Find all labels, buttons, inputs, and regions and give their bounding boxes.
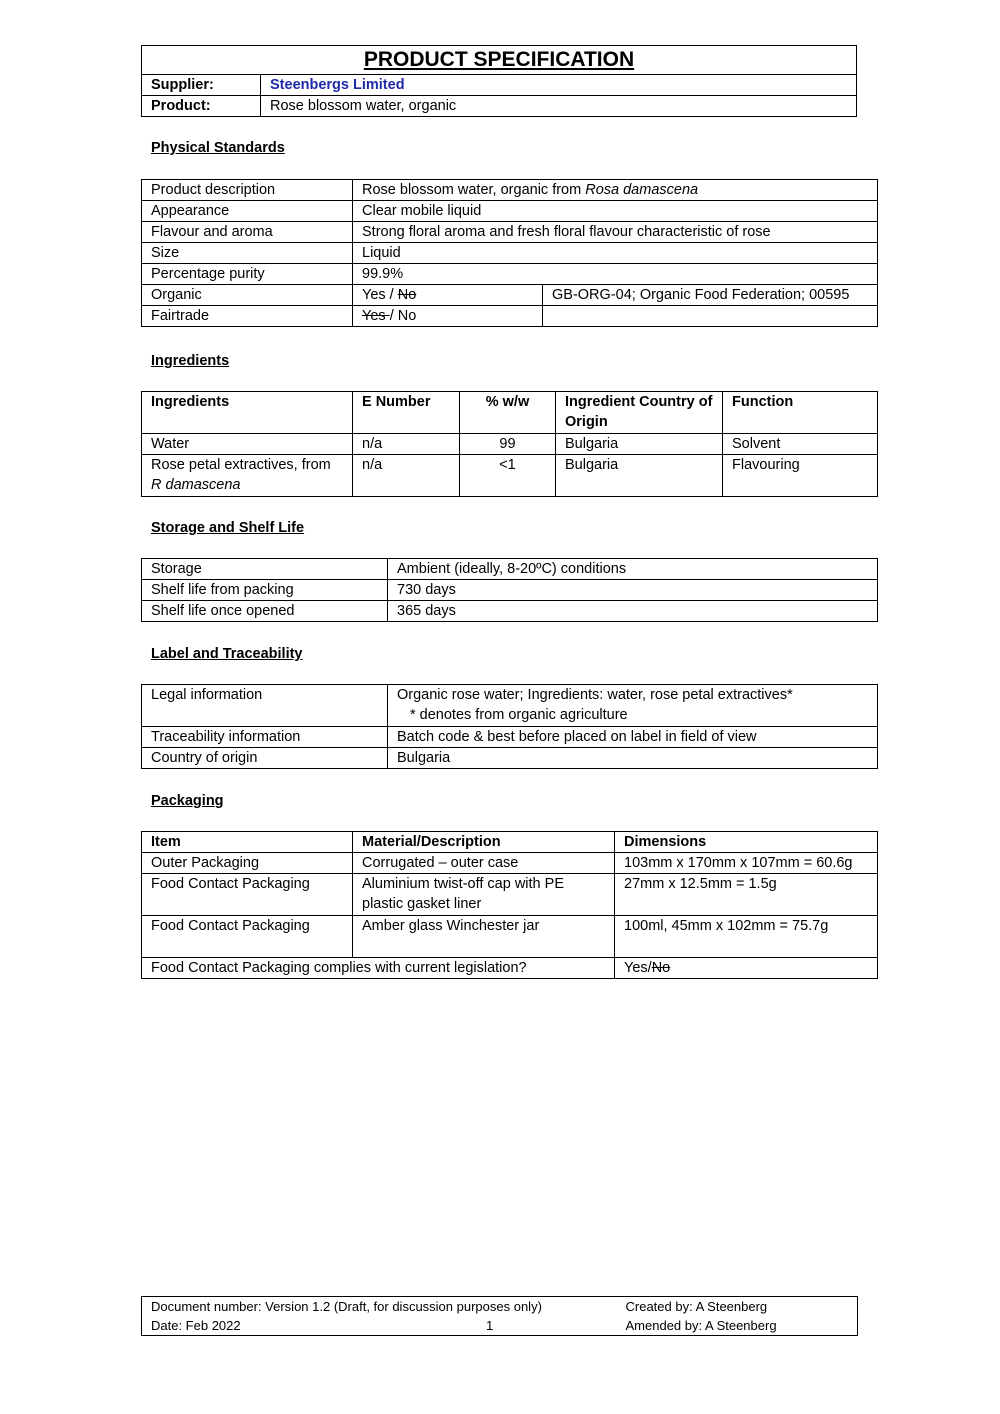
- organic-certification: GB-ORG-04; Organic Food Federation; 00595: [543, 285, 878, 306]
- packaging-dimensions: 27mm x 12.5mm = 1.5g: [615, 874, 878, 916]
- column-header: E Number: [353, 392, 460, 434]
- packaging-material: Amber glass Winchester jar: [353, 916, 615, 958]
- amended-by: Amended by: A Steenberg: [625, 1318, 777, 1333]
- page-title: PRODUCT SPECIFICATION: [142, 46, 857, 75]
- row-value: 365 days: [388, 601, 878, 622]
- row-label: Shelf life from packing: [142, 580, 388, 601]
- column-header: Material/Description: [353, 832, 615, 853]
- document-footer: [141, 1296, 858, 1336]
- ingredients-heading: Ingredients: [151, 353, 230, 369]
- product-label: Product:: [142, 96, 261, 117]
- packaging-material: Corrugated – outer case: [353, 853, 615, 874]
- packaging-item: Food Contact Packaging: [142, 916, 353, 958]
- fairtrade-extra: [543, 306, 878, 327]
- supplier-value: Steenbergs Limited: [261, 75, 857, 96]
- table-row: [142, 455, 878, 497]
- row-value: Batch code & best before placed on label in field of view: [388, 727, 878, 748]
- document-date: Date: Feb 2022 1: [151, 1318, 494, 1333]
- column-header: Function: [723, 392, 878, 434]
- column-header: Ingredients: [142, 392, 353, 434]
- row-value: Rose blossom water, organic from Rosa damascena: [353, 180, 878, 201]
- row-label: Storage: [142, 559, 388, 580]
- packaging-item: Food Contact Packaging: [142, 874, 353, 916]
- ingredients-table: [141, 391, 878, 497]
- column-header: Item: [142, 832, 353, 853]
- page-number: 1: [486, 1318, 494, 1333]
- fairtrade-label: Fairtrade: [142, 306, 353, 327]
- row-value: Bulgaria: [388, 748, 878, 769]
- ingredient-name: Water: [142, 434, 353, 455]
- row-label: Country of origin: [142, 748, 388, 769]
- row-label: Percentage purity: [142, 264, 353, 285]
- row-value: Strong floral aroma and fresh floral flavour characteristic of rose: [353, 222, 878, 243]
- ingredient-country: Bulgaria: [556, 455, 723, 497]
- packaging-heading: Packaging: [151, 793, 224, 809]
- compliance-question: Food Contact Packaging complies with current legislation?: [142, 958, 615, 979]
- column-header: % w/w: [460, 392, 556, 434]
- packaging-dimensions: 100ml, 45mm x 102mm = 75.7g: [615, 916, 878, 958]
- row-label: Product description: [142, 180, 353, 201]
- document-number: Document number: Version 1.2 (Draft, for discussion purposes only): [151, 1299, 542, 1314]
- created-by: Created by: A Steenberg: [625, 1299, 768, 1314]
- row-value: Clear mobile liquid: [353, 201, 878, 222]
- row-label: Size: [142, 243, 353, 264]
- product-value: Rose blossom water, organic: [261, 96, 857, 117]
- row-label: Flavour and aroma: [142, 222, 353, 243]
- packaging-dimensions: 103mm x 170mm x 107mm = 60.6g: [615, 853, 878, 874]
- row-value: Liquid: [353, 243, 878, 264]
- label-traceability-table: [141, 684, 878, 769]
- ingredient-e-number: n/a: [353, 455, 460, 497]
- table-row: [142, 434, 878, 455]
- packaging-item: Outer Packaging: [142, 853, 353, 874]
- table-row: [142, 916, 878, 958]
- column-header: Dimensions: [615, 832, 878, 853]
- column-header: Ingredient Country of Origin: [556, 392, 723, 434]
- ingredient-ww: <1: [460, 455, 556, 497]
- row-label: Traceability information: [142, 727, 388, 748]
- table-row: [142, 853, 878, 874]
- row-label: Appearance: [142, 201, 353, 222]
- ingredient-ww: 99: [460, 434, 556, 455]
- table-row: [142, 874, 878, 916]
- row-label: Shelf life once opened: [142, 601, 388, 622]
- packaging-material: Aluminium twist-off cap with PE plastic gasket liner: [353, 874, 615, 916]
- packaging-table: [141, 831, 878, 979]
- row-value: 99.9%: [353, 264, 878, 285]
- storage-heading: Storage and Shelf Life: [151, 520, 305, 536]
- row-value: Organic rose water; Ingredients: water, rose petal extractives* * denotes from organic agriculture: [388, 685, 878, 727]
- storage-table: [141, 558, 878, 622]
- fairtrade-value: Yes / No: [353, 306, 543, 327]
- ingredient-function: Solvent: [723, 434, 878, 455]
- row-value: Ambient (ideally, 8-20ºC) conditions: [388, 559, 878, 580]
- organic-value: Yes / No: [353, 285, 543, 306]
- physical-standards-heading: Physical Standards: [151, 140, 285, 156]
- supplier-label: Supplier:: [142, 75, 261, 96]
- label-traceability-heading: Label and Traceability: [151, 646, 303, 662]
- organic-label: Organic: [142, 285, 353, 306]
- row-value: 730 days: [388, 580, 878, 601]
- row-label: Legal information: [142, 685, 388, 727]
- ingredient-country: Bulgaria: [556, 434, 723, 455]
- ingredient-e-number: n/a: [353, 434, 460, 455]
- physical-standards-table: [141, 179, 878, 327]
- header-table: [141, 45, 857, 117]
- ingredient-function: Flavouring: [723, 455, 878, 497]
- compliance-answer: Yes/No: [615, 958, 878, 979]
- ingredient-name: Rose petal extractives, from R damascena: [142, 455, 353, 497]
